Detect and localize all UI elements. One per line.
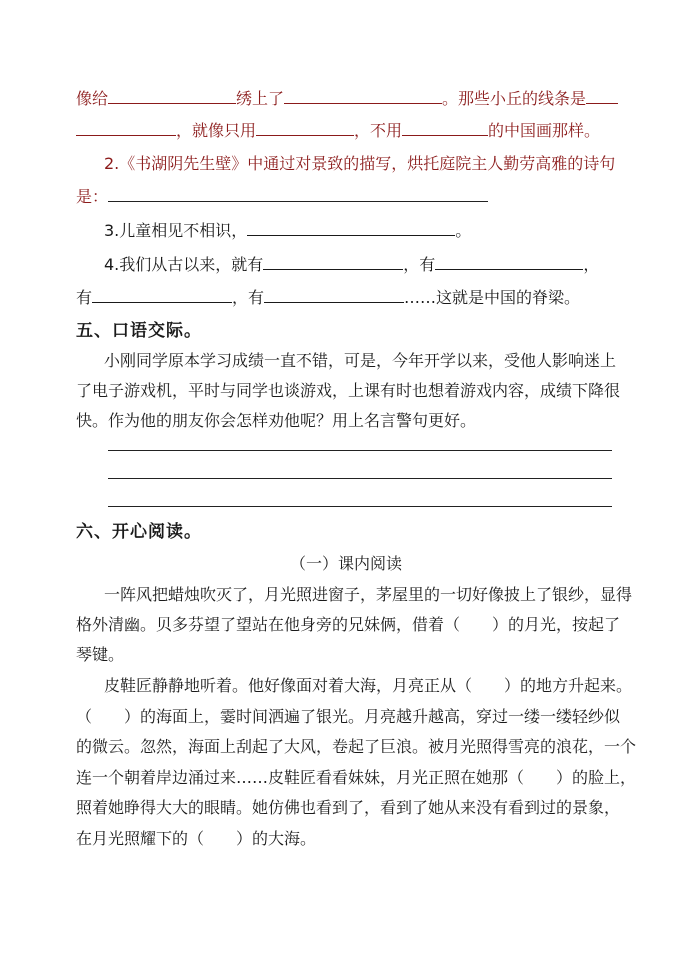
section-5-para-line: 快。作为他的朋友你会怎样劝他呢？用上名言警句更好。	[76, 411, 477, 430]
answer-blank[interactable]	[76, 120, 176, 136]
poem-text-1a: 像给	[76, 89, 109, 108]
q4-you: ，有	[232, 288, 265, 307]
poem-text-1c: 。那些小丘的线条是	[442, 89, 587, 108]
section-5-para-line: 了电子游戏机，平时与同学也谈游戏，上课有时也想着游戏内容，成绩下降很	[76, 381, 621, 400]
reading-line: 照着她睁得大大的眼睛。她仿佛也看到了，看到了她从来没有看到过的景象，	[76, 798, 621, 817]
poem-text-2a: ，就像只用	[176, 121, 257, 140]
q4-you: 有	[76, 288, 93, 307]
reading-line: 一阵风把蜡烛吹灭了，月光照进窗子，茅屋里的一切好像披上了银纱，显得	[104, 585, 633, 604]
q4-end: ……这就是中国的脊梁。	[404, 288, 581, 307]
q2-line-1	[104, 153, 615, 175]
q4-comma: ，	[583, 255, 600, 274]
poem-text-2c: 的中国画那样。	[488, 121, 601, 140]
q4-line-2	[76, 287, 580, 309]
q2-label: 是：	[76, 187, 109, 206]
answer-blank[interactable]	[247, 220, 455, 236]
q4-text: 4.我们从古以来，就有	[104, 255, 264, 274]
poem-fill-line-2	[76, 120, 600, 142]
reading-line: 格外清幽。贝多芬望了望站在他身旁的兄妹俩，借着（ ）的月光，按起了	[76, 615, 621, 634]
writing-line[interactable]	[108, 478, 612, 479]
writing-line[interactable]	[108, 506, 612, 507]
answer-blank[interactable]	[586, 88, 618, 104]
q2-text: 2.《书湖阴先生壁》中通过对景致的描写，烘托庭院主人勤劳高雅的诗句	[104, 154, 616, 173]
answer-blank[interactable]	[263, 254, 403, 270]
answer-blank[interactable]	[108, 186, 488, 202]
reading-line: 的微云。忽然，海面上刮起了大风，卷起了巨浪。被月光照得雪亮的浪花，一个	[76, 737, 637, 756]
q2-line-2	[76, 186, 488, 208]
q4-line-1	[104, 254, 599, 276]
reading-line: 皮鞋匠静静地听着。他好像面对着大海，月亮正从（ ）的地方升起来。	[104, 676, 633, 695]
answer-blank[interactable]	[92, 287, 232, 303]
section-5-para-line: 小刚同学原本学习成绩一直不错，可是，今年开学以来，受他人影响迷上	[104, 351, 617, 370]
section-6-title: 六、开心阅读。	[76, 522, 202, 542]
q4-you: 有	[419, 255, 436, 274]
reading-line: 琴键。	[76, 645, 125, 664]
poem-text-2b: ，不用	[354, 121, 403, 140]
answer-blank[interactable]	[108, 88, 236, 104]
q3-text: 3.儿童相见不相识，	[104, 221, 248, 240]
answer-blank[interactable]	[435, 254, 583, 270]
writing-line[interactable]	[108, 450, 612, 451]
answer-blank[interactable]	[284, 88, 442, 104]
answer-blank[interactable]	[264, 287, 404, 303]
reading-subtitle: （一）课内阅读	[290, 554, 403, 573]
q3-line	[104, 220, 471, 242]
poem-text-1b: 绣上了	[236, 89, 285, 108]
poem-fill-line-1	[76, 88, 618, 110]
q3-suffix: 。	[455, 221, 472, 240]
section-5-title: 五、口语交际。	[76, 321, 202, 341]
reading-line: 连一个朝着岸边涌过来……皮鞋匠看看妹妹，月光正照在她那（ ）的脸上，	[76, 768, 637, 787]
q4-comma: ，	[403, 255, 420, 274]
reading-line: （ ）的海面上，霎时间洒遍了银光。月亮越升越高，穿过一缕一缕轻纱似	[76, 707, 621, 726]
answer-blank[interactable]	[256, 120, 354, 136]
answer-blank[interactable]	[402, 120, 488, 136]
reading-line: 在月光照耀下的（ ）的大海。	[76, 829, 317, 848]
